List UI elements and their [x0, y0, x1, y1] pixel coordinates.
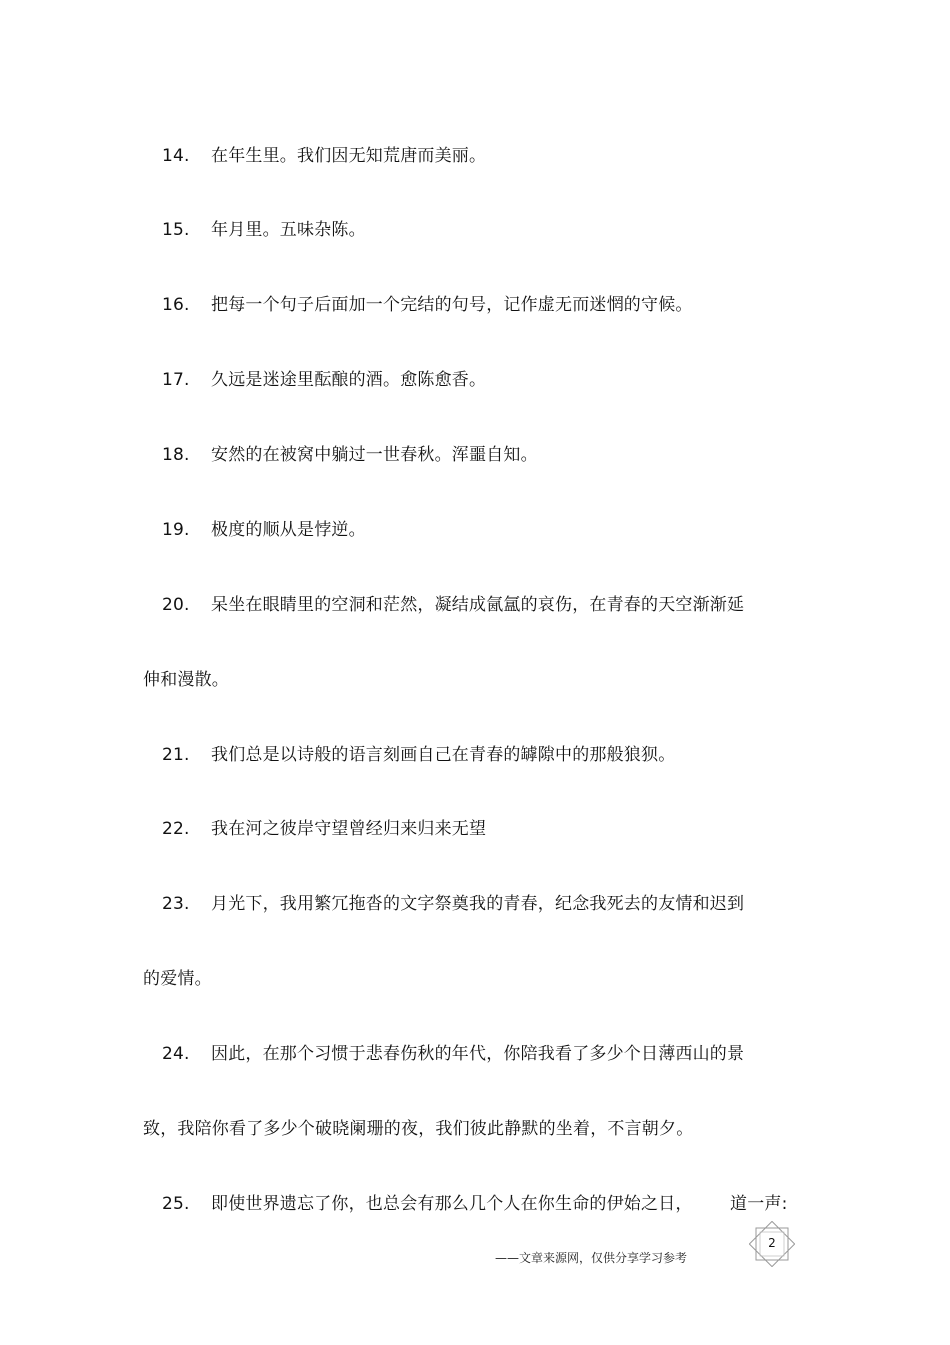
item-text-continuation: 致，我陪你看了多少个破晓阑珊的夜，我们彼此静默的坐着，不言朝夕。 — [143, 1119, 694, 1139]
item-text: 呆坐在眼睛里的空洞和茫然，凝结成氤氲的哀伤，在青春的天空渐渐延 — [211, 595, 745, 615]
item-text-continuation: 的爱情。 — [143, 969, 212, 989]
item-text-continuation: 伸和漫散。 — [143, 670, 229, 690]
item-text: 在年生里。我们因无知荒唐而美丽。 — [211, 146, 487, 166]
item-number: 21. — [162, 745, 190, 765]
item-text: 月光下，我用繁冗拖沓的文字祭奠我的青春，纪念我死去的友情和迟到 — [211, 894, 745, 914]
item-text: 年月里。五味杂陈。 — [211, 220, 366, 240]
item-number: 17. — [162, 370, 190, 390]
item-text: 因此，在那个习惯于悲春伤秋的年代，你陪我看了多少个日薄西山的景 — [211, 1044, 745, 1064]
item-text: 极度的顺从是悖逆。 — [211, 520, 366, 540]
item-number: 18. — [162, 445, 190, 465]
page-number-badge — [749, 1221, 795, 1267]
item-number: 19. — [162, 520, 190, 540]
item-number: 14. — [162, 146, 190, 166]
item-number: 25. — [162, 1194, 190, 1214]
item-number: 15. — [162, 220, 190, 240]
item-text: 即使世界遗忘了你，也总会有那么几个人在你生命的伊始之日， — [211, 1194, 693, 1214]
item-text: 安然的在被窝中躺过一世春秋。浑噩自知。 — [211, 445, 538, 465]
item-text: 久远是迷途里酝酿的酒。愈陈愈香。 — [211, 370, 487, 390]
item-number: 23. — [162, 894, 190, 914]
item-text: 把每一个句子后面加一个完结的句号，记作虚无而迷惘的守候。 — [211, 295, 693, 315]
item-number: 24. — [162, 1044, 190, 1064]
item-text: 我们总是以诗般的语言刻画自己在青春的罅隙中的那般狼狈。 — [211, 745, 676, 765]
source-note: ——文章来源网，仅供分享学习参考 — [495, 1251, 688, 1265]
item-text: 我在河之彼岸守望曾经归来归来无望 — [211, 819, 487, 839]
item-text-tail: 道一声: — [730, 1194, 788, 1214]
page-number: 2 — [768, 1236, 776, 1250]
item-number: 22. — [162, 819, 190, 839]
item-number: 20. — [162, 595, 190, 615]
item-number: 16. — [162, 295, 190, 315]
